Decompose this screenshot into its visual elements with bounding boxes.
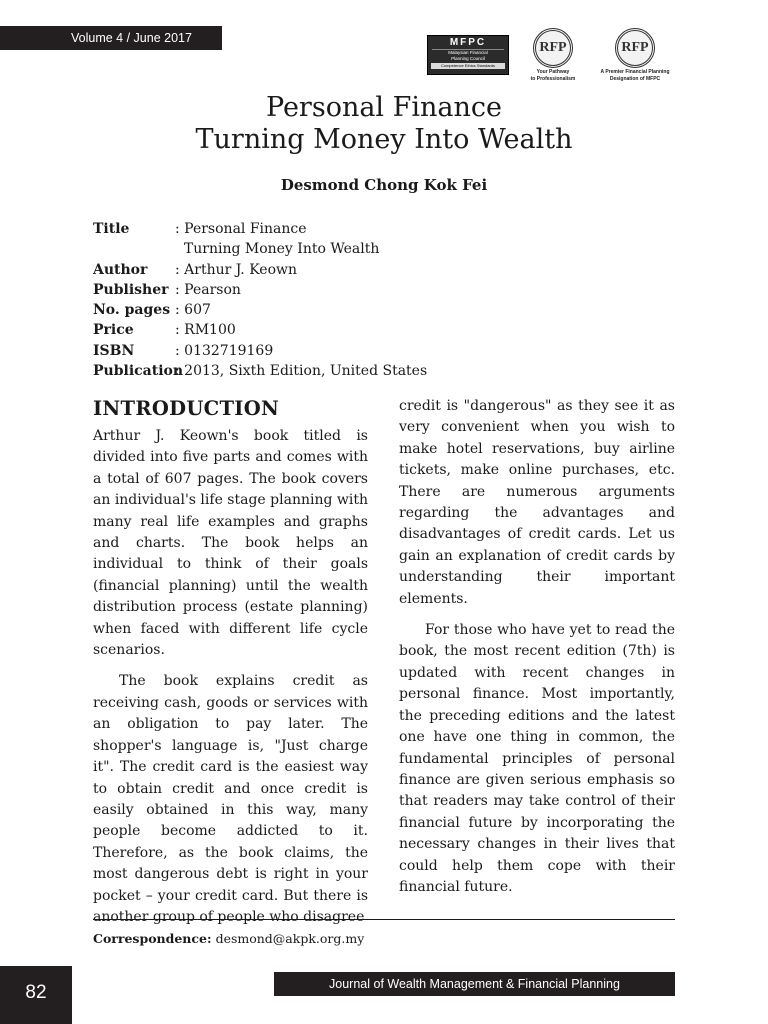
correspondence-email[interactable]: desmond@akpk.org.my xyxy=(215,931,365,946)
mfpc-logo-line1: Malaysian Financial xyxy=(448,50,488,55)
book-detail-row xyxy=(93,219,427,260)
paragraph: For those who have yet to read the book, the most recent edition (7th) is updated with recent changes in personal finance. Most importantly, the preceding editions and the latest one have one thing in common, the fundamental principles of personal finance are given serious emphasis so that readers may take control of their financial future by incorporating the necessary changes in their lives that could help them cope with their financial future. xyxy=(399,622,675,895)
paragraph: Arthur J. Keown's book titled is divided into five parts and comes with a total of 607 pages. The book covers an individual's life stage planning with many real life examples and graphs and charts. The book helps an individual to think of their goals (financial planning) until the wealth distribution process (estate planning) when faced with different life cycle scenarios. xyxy=(93,428,368,659)
mfpc-logo-abbr: MFPC xyxy=(432,37,504,50)
article-title-line1: Personal Finance xyxy=(266,92,502,123)
detail-value: : 607 xyxy=(175,302,211,319)
detail-key: Price xyxy=(93,322,134,339)
rfp-seal-pathway xyxy=(512,28,594,82)
detail-value: : Arthur J. Keown xyxy=(175,261,297,278)
page-number: 82 xyxy=(0,966,72,1024)
article-author: Desmond Chong Kok Fei xyxy=(280,176,488,194)
detail-key: Publisher xyxy=(93,281,169,298)
left-column xyxy=(93,426,368,928)
correspondence-label: Correspondence: xyxy=(93,931,212,946)
book-detail-row xyxy=(93,260,427,280)
volume-banner: Volume 4 / June 2017 xyxy=(0,26,222,50)
detail-key: ISBN xyxy=(93,342,135,359)
book-details xyxy=(93,219,427,381)
article-title-line2: Turning Money Into Wealth xyxy=(195,124,573,155)
detail-key: No. pages xyxy=(93,302,171,319)
detail-key: Title xyxy=(93,221,130,237)
section-heading-introduction: INTRODUCTION xyxy=(93,397,280,420)
correspondence xyxy=(93,931,364,946)
mfpc-logo-bar: Competence Ethics Standards xyxy=(431,63,505,69)
detail-value: : 2013, Sixth Edition, United States xyxy=(175,363,428,380)
book-detail-row xyxy=(93,320,427,340)
rfp-seal-icon: RFP xyxy=(615,28,655,68)
footnote-divider xyxy=(93,919,675,920)
rfp-seal-caption: Your Pathway xyxy=(536,69,570,75)
rfp-seal-caption: Designation of MFPC xyxy=(609,76,661,82)
book-detail-row xyxy=(93,300,427,320)
rfp-seal-caption: A Premier Financial Planning xyxy=(600,69,670,75)
book-detail-row xyxy=(93,341,427,361)
detail-value: : 0132719169 xyxy=(175,342,274,359)
mfpc-logo xyxy=(427,35,509,75)
rfp-seal-icon: RFP xyxy=(533,28,573,68)
journal-banner: Journal of Wealth Management & Financial Planning xyxy=(274,972,675,996)
detail-value: : RM100 xyxy=(175,322,236,339)
paragraph: The book explains credit as receiving cash, goods or services with an obligation to pay later. The shopper's language is, "Just charge it". The credit card is the easiest way to obtain credit and once credit is easily obtained in this way, many people become addicted to it. Therefore, as the book claims, the most dangerous debt is right in your pocket – your credit card. But there is another group of people who disagree xyxy=(93,673,368,925)
rfp-seal-caption: to Professionalism xyxy=(530,76,576,82)
detail-key: Publication xyxy=(93,363,184,380)
paragraph: credit is "dangerous" as they see it as very convenient when you wish to make hotel reservations, buy airline tickets, make online purchases, etc. There are numerous arguments regarding the advantages and disadvantages of credit cards. Let us gain an explanation of credit cards by understanding their important elements. xyxy=(399,398,675,607)
book-detail-row xyxy=(93,280,427,300)
book-detail-row xyxy=(93,361,427,381)
rfp-seal-designation xyxy=(594,28,676,82)
detail-value: : Pearson xyxy=(175,281,241,298)
detail-value: : Personal Finance Turning Money Into Wealth xyxy=(175,221,380,258)
article-title xyxy=(0,92,768,156)
right-column xyxy=(399,396,675,898)
detail-key: Author xyxy=(93,261,148,278)
mfpc-logo-line2: Planning Council xyxy=(451,56,485,61)
